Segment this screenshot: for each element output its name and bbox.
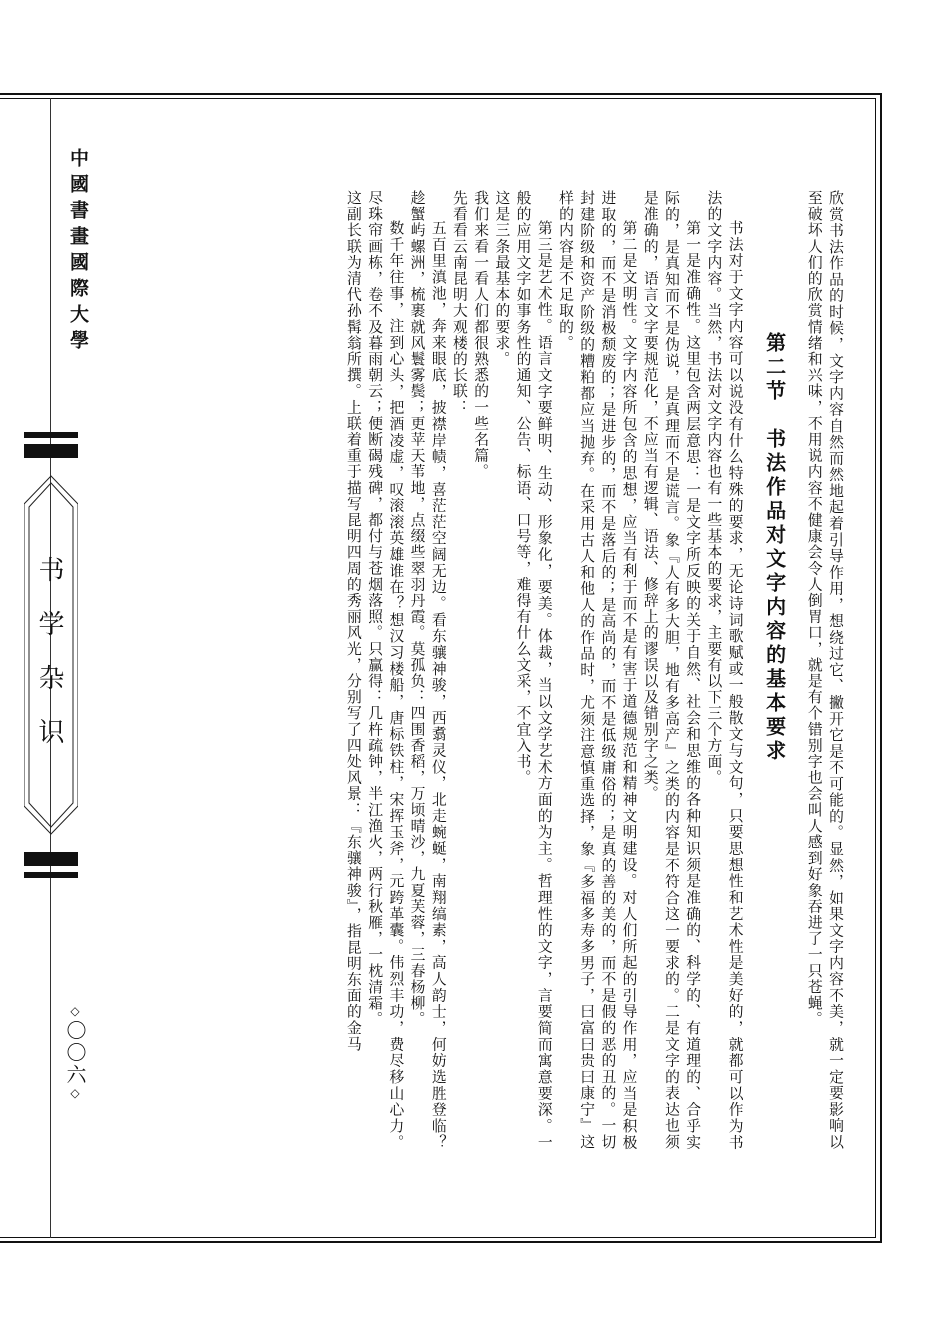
book-title: 书学杂识 [34, 556, 64, 772]
ornament-bar-top-thin [24, 432, 78, 438]
ornament-bar-bottom-thin [24, 872, 78, 878]
diamond-left-icon: ◇ [68, 1004, 82, 1020]
university-name: 中國書畫國際大學 [67, 148, 89, 356]
couplet-first-line: 五百里滇池，奔来眼底，披襟岸帻，喜茫茫空阔无边。看东骧神骏，西翥灵仪，北走蜿蜒，南翔缟素，高人韵士，何妨选胜登临？趁蟹屿螺洲，梳裹就风鬟雾鬓；更苹天苇地，点缀些翠羽丹霞。莫孤负：四围香稻，万顷晴沙，九夏芙蓉，三春杨柳。 [408, 190, 447, 1150]
paragraph-civility: 第二是文明性。文字内容所包含的思想，应当有利于而不是有害于道德规范和精神文明建设。对人们所起的引导作用，应当是积极进取的，而不是消极颓废的；是进步的，而不是落后的；是高尚的，而不是低级庸俗的；是真的善的美的，而不是假的恶的丑的。一切封建阶级和资产阶级的糟粕都应当抛弃。在采用古人和他人的作品时，尤须注意慎重选择，象『多福多寿多男子，曰富曰贵曰康宁』这样的内容是不足取的。 [556, 190, 638, 1150]
paragraph-couplet-intro: 先看看云南昆明大观楼的长联： [450, 190, 468, 416]
section-heading: 第二节 书法作品对文字内容的基本要求 [762, 332, 787, 764]
paragraph-accuracy: 第一是准确性。这里包含两层意思：一是文字所反映的关于自然、社会和思维的各种知识须是准确的、科学的、有道理的、合乎实际的，是真知而不是伪说，是真理而不是谎言。象『人有多大胆，地有多高产』之类的内容是不符合这一要求的。二是文字的表达也须是准确的，语言文字要规范化，不应当有逻辑、语法、修辞上的谬误以及错别字之类。 [641, 190, 702, 1150]
paragraph-intro: 欣赏书法作品的时候，文字内容自然而然地起着引导作用，想绕过它、撇开它是不可能的。显然，如果文字内容不美，就一定要影响以至破坏人们的欣赏情绪和兴味，不用说内容不健康会令人倒胃口，就是有个错别字也会叫人感到好象吞进了一只苍蝇。 [805, 190, 844, 1150]
paragraph-requirements: 书法对于文字内容可以说没有什么特殊的要求，无论诗词歌赋或一般散文与文句，只要思想性和艺术性是美好的，就都可以作为书法的文字内容。当然，书法对文字内容也有一些基本的要求，主要有以下三个方面。 [705, 190, 744, 1150]
couplet-second-line: 数千年往事，注到心头，把酒凌虚，叹滚滚英雄谁在？想汉习楼船，唐标铁柱，宋挥玉斧，元跨革囊。伟烈丰功，费尽移山心力。尽珠帘画栋，卷不及暮雨朝云；便断碣残碑，都付与苍烟落照。只赢得：几杵疏钟，半江渔火，两行秋雁，一枕清霜。 [366, 190, 405, 1150]
page-number-value: 〇〇六 [63, 1020, 87, 1086]
paragraph-analysis: 这副长联为清代孙髯翁所撰。上联着重于描写昆明四周的秀丽风光，分别写了四处风景：『东骧神骏』，指昆明东面的金马 [344, 190, 362, 1052]
page-number [60, 1004, 90, 1102]
paragraph-examples: 我们来看一看人们都很熟悉的一些名篇。 [472, 190, 490, 480]
paragraph-artistry: 第三是艺术性。语言文字要鲜明、生动、形象化，要美。体裁，当以文学艺术方面的为主。哲理性的文字，言要简而寓意要深。一般的应用文字如事务性的通知、公告、标语、口号等，难得有什么文采，不宜入书。 [514, 190, 553, 1150]
diamond-right-icon: ◇ [68, 1086, 82, 1102]
paragraph-summary: 这是三条最基本的要求。 [493, 190, 511, 368]
ornament-bar-top-thick [24, 444, 78, 458]
ornament-bar-bottom-thick [24, 852, 78, 866]
body-text [128, 190, 846, 1150]
